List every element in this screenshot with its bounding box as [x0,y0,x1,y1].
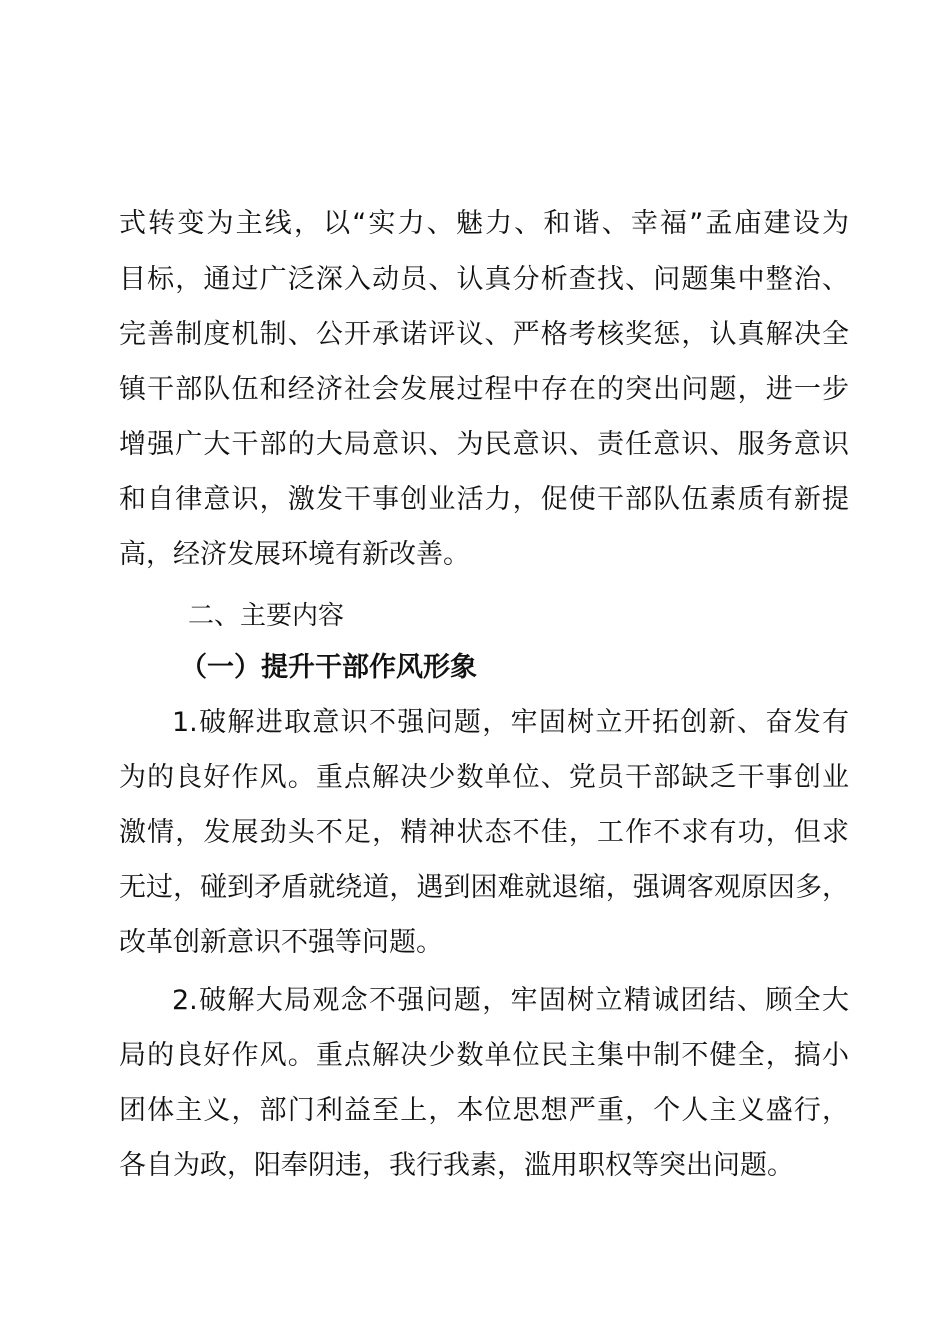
paragraph-line: 增强广大干部的大局意识、为民意识、责任意识、服务意识 [119,429,849,460]
section-heading: 二、主要内容 [188,601,345,631]
paragraph-line: 激情，发展劲头不足，精神状态不佳，工作不求有功，但求 [119,817,849,848]
subsection-heading: （一）提升干部作风形象 [180,652,477,683]
paragraph-line: 为的良好作风。重点解决少数单位、党员干部缺乏干事创业 [119,762,849,793]
paragraph-line: 目标，通过广泛深入动员、认真分析查找、问题集中整治、 [119,264,849,295]
paragraph-line: 高，经济发展环境有新改善。 [119,539,470,570]
paragraph-line: 完善制度机制、公开承诺评议、严格考核奖惩，认真解决全 [119,319,849,350]
paragraph-line: 1.破解进取意识不强问题，牢固树立开拓创新、奋发有 [172,707,849,738]
paragraph-line: 2.破解大局观念不强问题，牢固树立精诚团结、顾全大 [172,985,849,1016]
paragraph-line: 式转变为主线，以“实力、魅力、和谐、幸福”孟庙建设为 [119,208,849,239]
paragraph-line: 各自为政，阳奉阴违，我行我素，滥用职权等突出问题。 [119,1150,794,1181]
paragraph-line: 局的良好作风。重点解决少数单位民主集中制不健全，搞小 [119,1040,849,1071]
paragraph-line: 镇干部队伍和经济社会发展过程中存在的突出问题，进一步 [119,374,849,405]
paragraph-line: 改革创新意识不强等问题。 [119,927,443,958]
paragraph-line: 团体主义，部门利益至上，本位思想严重，个人主义盛行， [119,1095,849,1126]
paragraph-line: 和自律意识，激发干事创业活力，促使干部队伍素质有新提 [119,484,849,515]
paragraph-line: 无过，碰到矛盾就绕道，遇到困难就退缩，强调客观原因多， [119,872,849,903]
